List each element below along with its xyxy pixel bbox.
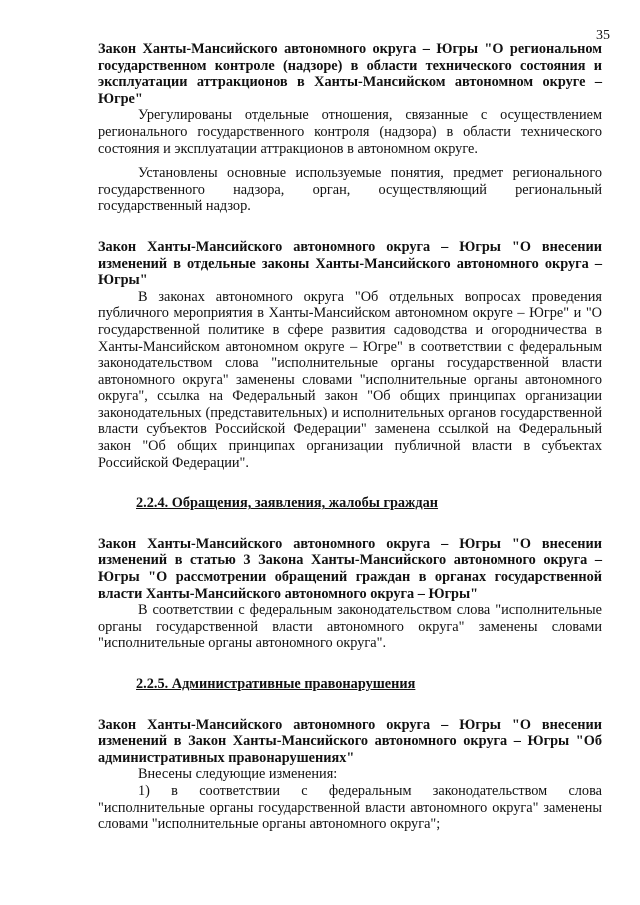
paragraph-admin-intro: Внесены следующие изменения: <box>138 766 338 783</box>
paragraph-appeals: В соответствии с федеральным законодательством слова "исполнительные органы государственной власти автономного округа" заменены словами "исполнительные органы автономного округа". <box>98 602 602 652</box>
paragraph-attractions-1: Урегулированы отдельные отношения, связанные с осуществлением регионального государственного контроля (надзора) в области технического состояния и эксплуатации аттракционов в автономном округе. <box>98 107 602 157</box>
law-title-amendments: Закон Ханты-Мансийского автономного округа – Югры "О внесении изменений в отдельные законы Ханты-Мансийского автономного округа – Югры" <box>98 238 602 289</box>
law-title-attractions: Закон Ханты-Мансийского автономного округа – Югры "О региональном государственном контроле (надзоре) в области технического состояния и эксплуатации аттракционов в Ханты-Мансийском автономном округе – Югре" <box>98 41 602 107</box>
law-title-admin-offences: Закон Ханты-Мансийского автономного округа – Югры "О внесении изменений в Закон Ханты-Мансийского автономного округа – Югры "Об административных правонарушениях" <box>98 716 602 766</box>
paragraph-amendments: В законах автономного округа "Об отдельных вопросах проведения публичного мероприятия в Ханты-Мансийском автономном округе – Югре" и "О государственной политике в сфере развития садоводства и огородничества в Ханты-Мансийском автономном округе – Югре" в соответствии с федеральным законодательством слова "исполнительные органы государственной власти автономного округа" заменены словами "исполнительные органы автономного округа", ссылка на Федеральный закон "Об общих принципах организации законодательных (представительных) и исполнительных органов государственной власти субъектов Российской Федерации" заменена ссылкой на Федеральный закон "Об общих принципах организации публичной власти в субъектах Российской Федерации". <box>98 288 602 471</box>
section-heading-225: 2.2.5. Административные правонарушения <box>136 676 416 692</box>
paragraph-attractions-2: Установлены основные используемые понятия, предмет регионального государственного надзора, орган, осуществляющий региональный государственный надзор. <box>98 165 602 215</box>
page-number: 35 <box>596 28 610 43</box>
section-heading-224: 2.2.4. Обращения, заявления, жалобы граждан <box>136 495 439 512</box>
page-content <box>98 41 602 833</box>
paragraph-admin-item-1: 1) в соответствии с федеральным законодательством слова "исполнительные органы государственной власти автономного округа" заменены словами "исполнительные органы автономного округа"; <box>98 782 602 833</box>
law-title-appeals: Закон Ханты-Мансийского автономного округа – Югры "О внесении изменений в статью 3 Закона Ханты-Мансийского автономного округа – Югры "О рассмотрении обращений граждан в органах государственной власти Ханты-Мансийского автономного округа – Югры" <box>98 535 602 602</box>
